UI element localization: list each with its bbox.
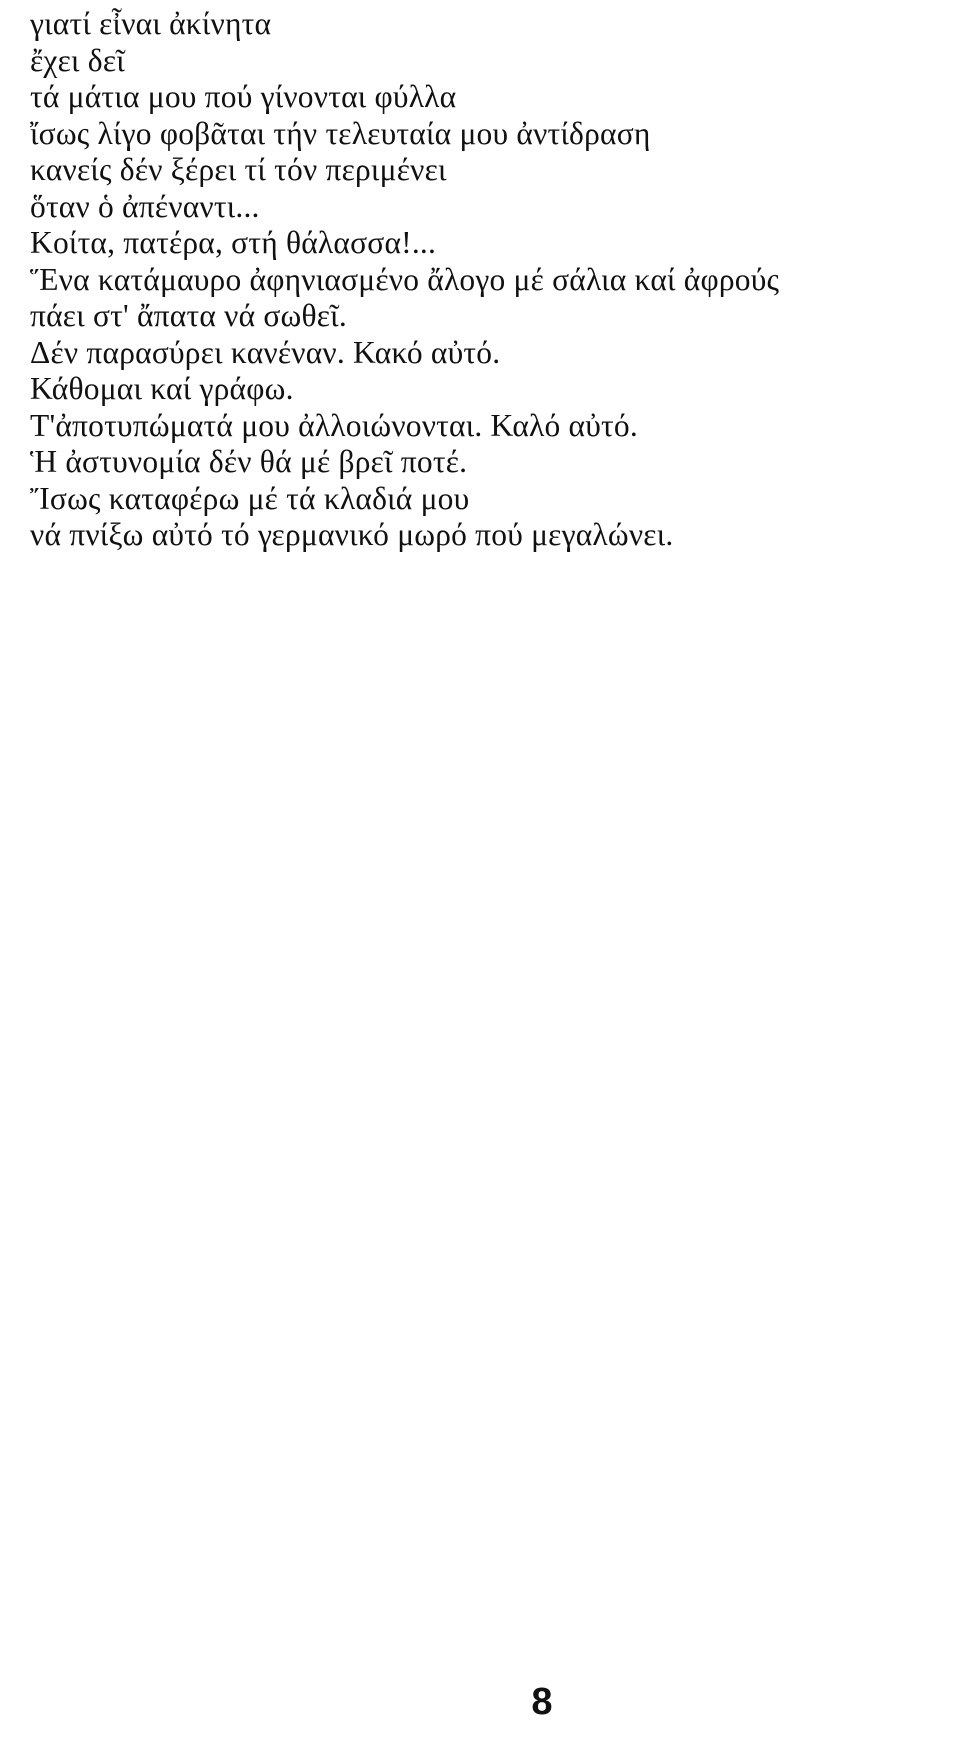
poem-line: ὅταν ὁ ἀπέναντι... [30,188,260,224]
poem-line: Ἴσως καταφέρω μέ τά κλαδιά μου [30,480,470,516]
poem-line: Ἕνα κατάμαυρο ἀφηνιασμένο ἄλογο μέ σάλια καί ἀφρούς [30,261,780,297]
poem-line: Δέν παρασύρει κανέναν. Κακό αὐτό. [30,334,501,370]
page-number: 8 [531,1681,553,1723]
poem-line: Τ'ἀποτυπώματά μου ἀλλοιώνονται. Καλό αὐτό. [30,407,638,443]
poem-line: γιατί εἶναι ἀκίνητα [30,6,272,41]
poem-line: πάει στ' ἄπατα νά σωθεῖ. [30,298,347,333]
poem-line: Ἡ ἀστυνομία δέν θά μέ βρεῖ ποτέ. [30,444,468,479]
poem-line: κανείς δέν ξέρει τί τόν περιμένει [30,152,447,187]
poem-text [30,6,950,554]
poem-line: ἔχει δεῖ [30,42,125,78]
poem-line: νά πνίξω αὐτό τό γερμανικό μωρό πού μεγαλώνει. [30,517,674,552]
poem-line: τά μάτια μου πού γίνονται φύλλα [30,79,457,114]
poem-line: ἴσως λίγο φοβᾶται τήν τελευταία μου ἀντίδραση [30,115,651,151]
poem-line: Κάθομαι καί γράφω. [30,371,294,406]
poem-line: Κοίτα, πατέρα, στή θάλασσα!... [30,225,437,260]
